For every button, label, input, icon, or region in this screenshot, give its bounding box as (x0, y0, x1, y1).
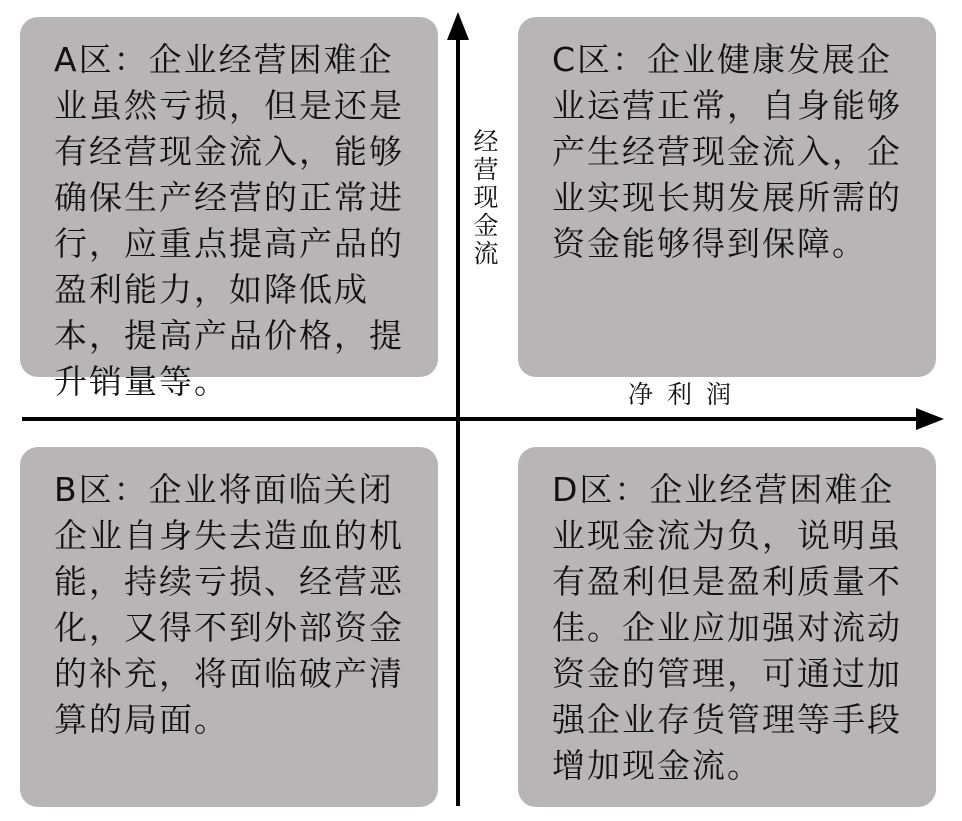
x-axis-label: 净利润 (628, 380, 746, 409)
quadrant-a: A区：企业经营困难企 业虽然亏损，但是还是 有经营现金流入，能够 确保生产经营的正常进 行，应重点提高产品的 盈利能力，如降低成 本，提高产品价格，提 升销量等。 (20, 17, 438, 377)
quadrant-d: D区：企业经营困难企 业现金流为负，说明虽 有盈利但是盈利质量不 佳。企业应加强对流动 资金的管理，可通过加 强企业存货管理等手段 增加现金流。 (518, 447, 936, 807)
y-axis-arrowhead (447, 12, 469, 40)
quadrant-c: C区：企业健康发展企 业运营正常，自身能够 产生经营现金流入，企 业实现长期发展所需的 资金能够得到保障。 (518, 17, 936, 377)
quadrant-b: B区：企业将面临关闭 企业自身失去造血的机 能，持续亏损、经营恶 化，又得不到外部资金 的补充，将面临破产清 算的局面。 (20, 447, 438, 807)
x-axis-arrowhead (916, 408, 944, 430)
y-axis-label: 经营现金流 (473, 127, 499, 268)
